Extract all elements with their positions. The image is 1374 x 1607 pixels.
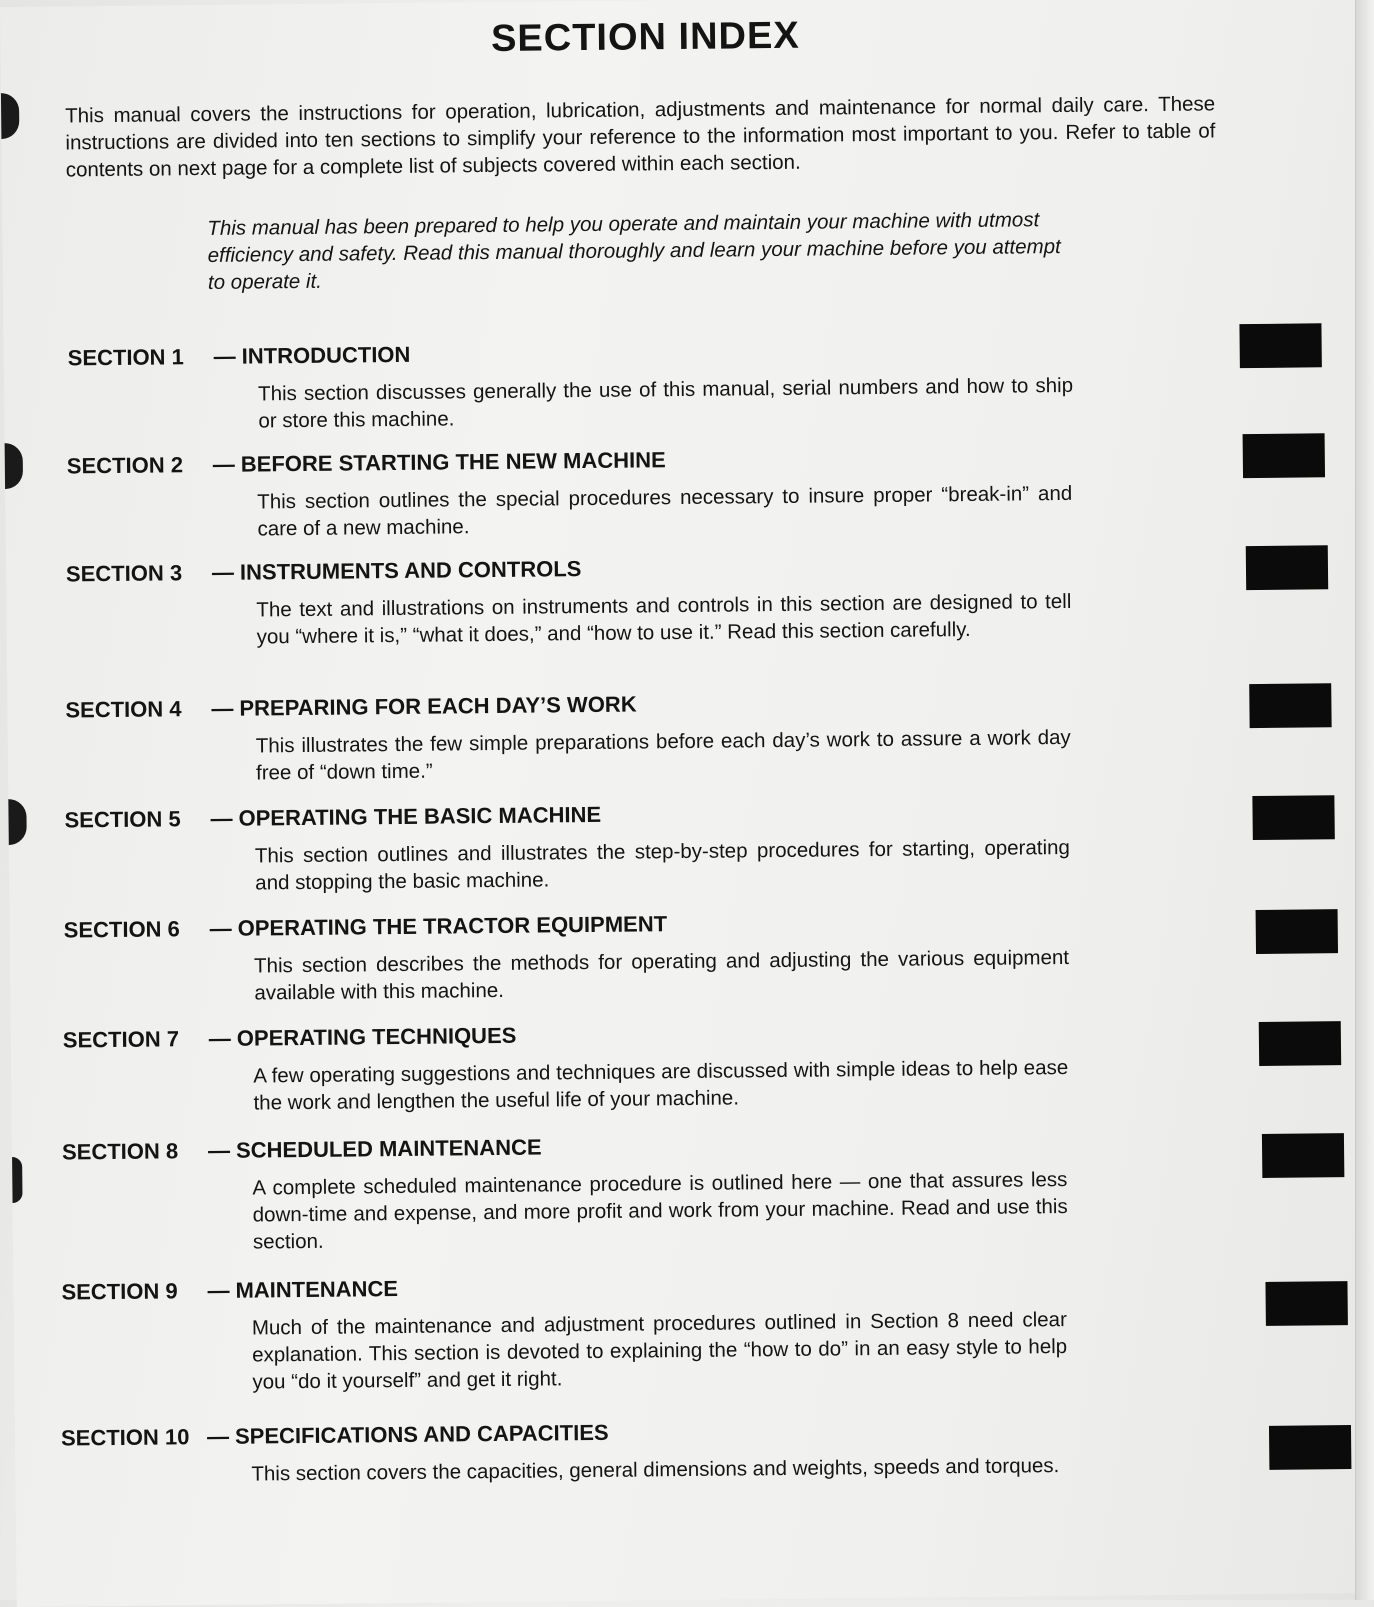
- section-number: SECTION 6: [63, 916, 180, 943]
- section-title: OPERATING TECHNIQUES: [236, 1022, 517, 1051]
- section-title: OPERATING THE BASIC MACHINE: [238, 801, 602, 831]
- section-title: INTRODUCTION: [241, 341, 411, 369]
- section-number: SECTION 1: [67, 344, 184, 371]
- section-description: This section covers the capacities, general dimensions and weights, speeds and torques.: [251, 1454, 1060, 1486]
- em-dash: —: [207, 1277, 230, 1304]
- thumb-tab-section-4[interactable]: [1249, 683, 1331, 728]
- section-8-entry: [62, 1128, 1083, 1258]
- section-number: SECTION 10: [60, 1424, 190, 1451]
- section-heading: [63, 1016, 1083, 1055]
- thumb-tab-section-9[interactable]: [1265, 1281, 1347, 1326]
- section-heading: [68, 334, 1088, 373]
- section-1-entry: [68, 334, 1089, 437]
- section-description: The text and illustrations on instruments and controls in this section are designed to tell you “where it is,” “what it does,” and “how to use it.” Read this section carefully.: [256, 589, 1072, 649]
- em-dash: —: [212, 451, 235, 477]
- thumb-tab-section-7[interactable]: [1259, 1021, 1341, 1066]
- page-edge: [1355, 0, 1374, 1600]
- section-number: SECTION 9: [61, 1278, 178, 1305]
- section-number: SECTION 7: [62, 1026, 180, 1053]
- thumb-tab-section-3[interactable]: [1246, 545, 1328, 590]
- section-description: A complete scheduled maintenance procedure is outlined here — one that assures less down-time and expense, and more profit and work from your machine. Read and use this section.: [252, 1168, 1068, 1254]
- section-heading: [67, 442, 1087, 481]
- section-5-entry: [64, 796, 1085, 899]
- section-heading: [65, 686, 1085, 725]
- section-heading: [62, 1128, 1082, 1167]
- section-7-entry: [63, 1016, 1084, 1119]
- thumb-tab-section-8[interactable]: [1262, 1133, 1344, 1178]
- section-title: OPERATING THE TRACTOR EQUIPMENT: [237, 911, 668, 941]
- em-dash: —: [211, 695, 234, 721]
- section-description: This section outlines the special procedures necessary to insure proper “break-in” and care of a new machine.: [257, 481, 1073, 541]
- em-dash: —: [207, 1137, 231, 1164]
- section-title: PREPARING FOR EACH DAY’S WORK: [239, 691, 637, 721]
- section-heading: [66, 550, 1086, 589]
- section-heading: [64, 796, 1084, 835]
- section-title: BEFORE STARTING THE NEW MACHINE: [240, 447, 666, 477]
- thumb-tab-section-1[interactable]: [1239, 323, 1321, 368]
- binding-hole: [5, 443, 23, 489]
- section-6-entry: [64, 906, 1085, 1009]
- thumb-tab-section-5[interactable]: [1252, 795, 1334, 840]
- em-dash: —: [208, 1025, 231, 1051]
- intro-paragraph: This manual covers the instructions for operation, lubrication, adjustments and maintenance for normal daily care. These instructions are divided into ten sections to simplify your reference to the information most important to you. Refer to table of contents on next page for a complete list of subjects covered within each section.: [65, 92, 1216, 182]
- section-number: SECTION 4: [65, 696, 182, 723]
- em-dash: —: [211, 559, 235, 585]
- em-dash: —: [210, 805, 233, 831]
- page-title: SECTION INDEX: [490, 14, 800, 60]
- section-description: This section outlines and illustrates the step-by-step procedures for starting, operating and stopping the basic machine.: [254, 835, 1071, 895]
- section-number: SECTION 5: [64, 806, 181, 833]
- section-description: A few operating suggestions and techniques are discussed with simple ideas to help ease the work and lengthen the useful life of your machine.: [253, 1055, 1069, 1115]
- section-heading: [61, 1268, 1081, 1307]
- section-description: This section describes the methods for operating and adjusting the various equipment available with this machine.: [253, 945, 1070, 1005]
- binding-hole: [12, 1157, 22, 1203]
- em-dash: —: [209, 915, 232, 941]
- em-dash: —: [206, 1423, 230, 1450]
- section-description: This illustrates the few simple preparations before each day’s work to assure a work day free of “down time.”: [255, 725, 1071, 785]
- section-title: SCHEDULED MAINTENANCE: [235, 1134, 542, 1163]
- binding-hole: [8, 799, 26, 845]
- section-description: Much of the maintenance and adjustment procedures outlined in Section 8 need clear explanation. This section is devoted to explaining the “how to do” in an easy style to help you “do it yourself” and get it right.: [251, 1308, 1068, 1394]
- thumb-tab-section-2[interactable]: [1243, 433, 1325, 478]
- section-title: SPECIFICATIONS AND CAPACITIES: [234, 1419, 609, 1449]
- safety-notice: This manual has been prepared to help you operate and maintain your machine with utmost efficiency and safety. Read this manual thoroughly and learn your machine before you attempt to operate it.: [207, 208, 1061, 294]
- thumb-tab-section-6[interactable]: [1256, 909, 1338, 954]
- section-number: SECTION 2: [66, 452, 184, 479]
- thumb-tab-section-10[interactable]: [1269, 1425, 1351, 1470]
- section-heading: [61, 1414, 1081, 1453]
- section-description: This section discusses generally the use of this manual, serial numbers and how to ship or store this machine.: [257, 373, 1074, 433]
- section-number: SECTION 8: [61, 1138, 179, 1165]
- section-heading: [64, 906, 1084, 945]
- binding-hole: [1, 93, 19, 139]
- section-2-entry: [67, 442, 1088, 545]
- em-dash: —: [213, 343, 236, 369]
- section-3-entry: [66, 550, 1087, 653]
- section-number: SECTION 3: [65, 560, 183, 587]
- section-4-entry: [65, 686, 1086, 789]
- section-title: INSTRUMENTS AND CONTROLS: [239, 556, 582, 585]
- section-9-entry: [61, 1268, 1082, 1398]
- section-10-entry: [61, 1414, 1082, 1490]
- section-title: MAINTENANCE: [235, 1276, 399, 1303]
